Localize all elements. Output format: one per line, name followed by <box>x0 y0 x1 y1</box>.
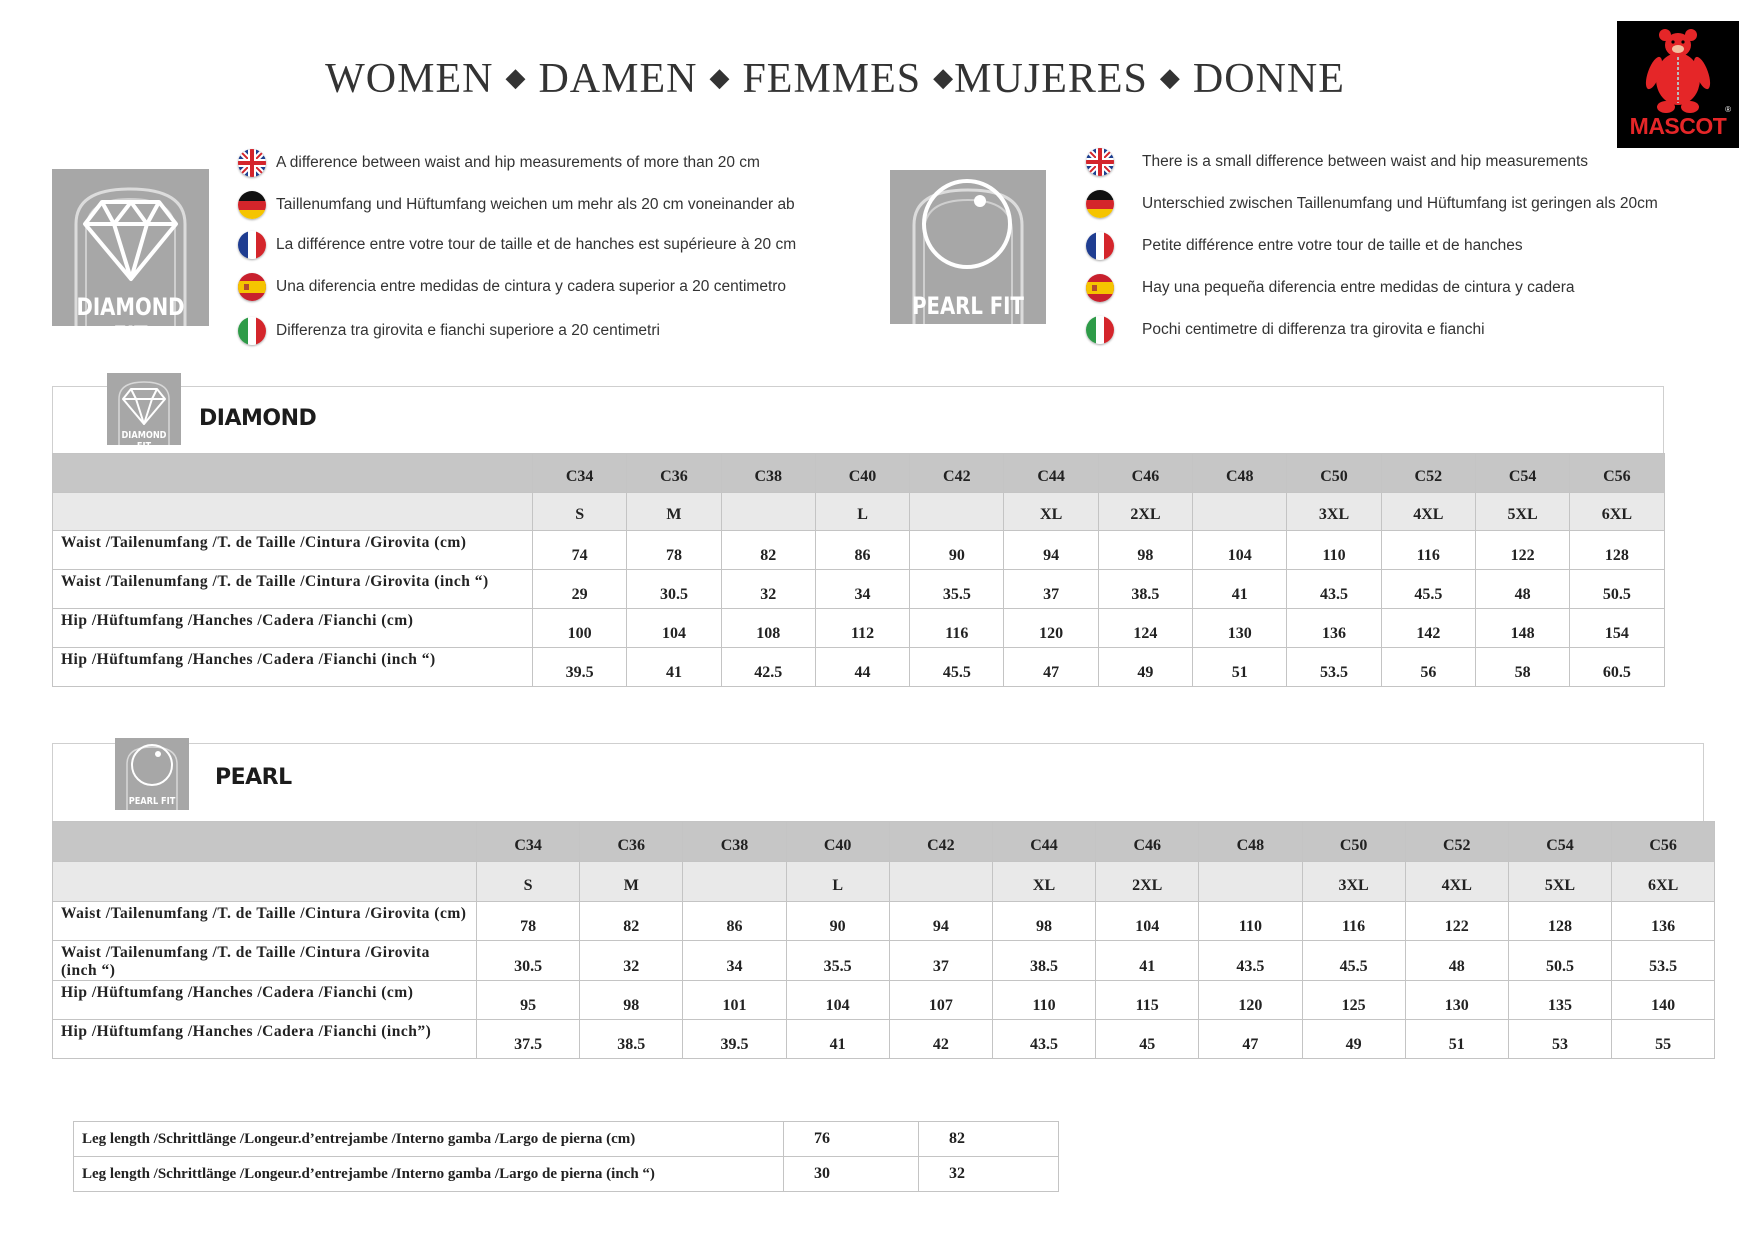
value-cell: 130 <box>1405 981 1508 1020</box>
description-row <box>238 146 796 180</box>
pearl-size-table <box>52 821 1715 1059</box>
value-cell: 58 <box>1475 648 1569 687</box>
value-cell: 41 <box>1193 570 1287 609</box>
value-cell: 39.5 <box>533 648 627 687</box>
value-cell: 148 <box>1475 609 1569 648</box>
size-code: C46 <box>1098 454 1192 493</box>
value-cell: 116 <box>1302 902 1405 941</box>
value-cell: 55 <box>1612 1020 1715 1059</box>
table-row <box>74 1157 1059 1192</box>
title-part: DONNE <box>1192 56 1345 102</box>
value-cell: 35.5 <box>910 570 1004 609</box>
value-cell: 128 <box>1570 531 1664 570</box>
value-cell: 38.5 <box>992 941 1095 981</box>
description-text: Differenza tra girovita e fianchi superiore a 20 centimetri <box>276 322 660 339</box>
page-title <box>0 55 1670 103</box>
value-cell: 120 <box>1004 609 1098 648</box>
value-cell: 37.5 <box>477 1020 580 1059</box>
value-cell: 78 <box>627 531 721 570</box>
description-text: Hay una pequeña diferencia entre medidas de cintura y cadera <box>1142 279 1575 296</box>
size-letter <box>910 493 1004 531</box>
size-letter-row <box>53 862 1715 902</box>
size-letter: 3XL <box>1287 493 1381 531</box>
value-cell: 41 <box>1096 941 1199 981</box>
row-label: Waist /Tailenumfang /T. de Taille /Cintura /Girovita (inch “) <box>53 570 533 609</box>
blank-cell <box>53 862 477 902</box>
size-letter: L <box>815 493 909 531</box>
size-code-row <box>53 454 1665 493</box>
value-cell: 110 <box>1287 531 1381 570</box>
value-cell: 50.5 <box>1508 941 1611 981</box>
diamond-fit-badge <box>52 169 209 349</box>
size-code: C48 <box>1199 822 1302 862</box>
value-cell: 32 <box>580 941 683 981</box>
size-letter: 6XL <box>1612 862 1715 902</box>
value-cell: 82 <box>919 1122 1059 1157</box>
value-cell: 53.5 <box>1287 648 1381 687</box>
description-row <box>1086 187 1658 221</box>
logo-wordmark: MASCOT <box>1629 113 1727 139</box>
title-separator: ◆ <box>505 63 527 92</box>
value-cell: 45 <box>1096 1020 1199 1059</box>
title-part: MUJERES <box>954 56 1148 102</box>
value-cell: 122 <box>1475 531 1569 570</box>
value-cell: 56 <box>1381 648 1475 687</box>
value-cell: 122 <box>1405 902 1508 941</box>
it-flag-icon <box>1086 316 1114 344</box>
size-code: C38 <box>721 454 815 493</box>
size-letter <box>683 862 786 902</box>
description-text: There is a small difference between waist and hip measurements <box>1142 153 1588 170</box>
size-letter: 6XL <box>1570 493 1664 531</box>
pearl-fit-label: PEARL FIT <box>912 292 1024 320</box>
value-cell: 100 <box>533 609 627 648</box>
value-cell: 47 <box>1004 648 1098 687</box>
row-label: Leg length /Schrittlänge /Longeur.d’entrejambe /Interno gamba /Largo de pierna (inch “) <box>74 1157 784 1192</box>
value-cell: 74 <box>533 531 627 570</box>
pearl-section-title: PEARL <box>215 765 292 790</box>
table-row <box>53 570 1665 609</box>
value-cell: 90 <box>910 531 1004 570</box>
size-code: C44 <box>1004 454 1098 493</box>
pearl-fit-descriptions <box>1086 145 1658 347</box>
size-letter: S <box>477 862 580 902</box>
value-cell: 104 <box>627 609 721 648</box>
value-cell: 38.5 <box>580 1020 683 1059</box>
value-cell: 45.5 <box>1381 570 1475 609</box>
value-cell: 86 <box>683 902 786 941</box>
size-code: C52 <box>1405 822 1508 862</box>
leg-length-table <box>73 1121 1059 1192</box>
size-code: C40 <box>815 454 909 493</box>
value-cell: 43.5 <box>992 1020 1095 1059</box>
pearl-section-header <box>52 743 1704 823</box>
size-code: C50 <box>1302 822 1405 862</box>
value-cell: 104 <box>786 981 889 1020</box>
size-letter: L <box>786 862 889 902</box>
description-text: Una diferencia entre medidas de cintura y cadera superior a 20 centimetro <box>276 278 787 295</box>
value-cell: 39.5 <box>683 1020 786 1059</box>
value-cell: 154 <box>1570 609 1664 648</box>
value-cell: 34 <box>815 570 909 609</box>
value-cell: 104 <box>1193 531 1287 570</box>
value-cell: 95 <box>477 981 580 1020</box>
title-part: FEMMES <box>742 56 922 102</box>
title-part: WOMEN <box>325 56 494 102</box>
size-code: C40 <box>786 822 889 862</box>
size-code: C42 <box>910 454 1004 493</box>
value-cell: 112 <box>815 609 909 648</box>
size-code: C56 <box>1612 822 1715 862</box>
description-text: Pochi centimetre di differenza tra girovita e fianchi <box>1142 321 1485 338</box>
size-letter: XL <box>1004 493 1098 531</box>
value-cell: 32 <box>721 570 815 609</box>
value-cell: 98 <box>1098 531 1192 570</box>
row-label: Leg length /Schrittlänge /Longeur.d’entrejambe /Interno gamba /Largo de pierna (cm) <box>74 1122 784 1157</box>
diamond-fit-descriptions <box>238 146 796 348</box>
value-cell: 48 <box>1475 570 1569 609</box>
value-cell: 45.5 <box>1302 941 1405 981</box>
value-cell: 42.5 <box>721 648 815 687</box>
value-cell: 30 <box>784 1157 919 1192</box>
value-cell: 82 <box>721 531 815 570</box>
value-cell: 29 <box>533 570 627 609</box>
value-cell: 128 <box>1508 902 1611 941</box>
fr-flag-icon <box>238 231 266 259</box>
table-row <box>53 902 1715 941</box>
pearl-section-icon <box>115 738 189 810</box>
size-code: C38 <box>683 822 786 862</box>
row-label: Waist /Tailenumfang /T. de Taille /Cintura /Girovita (cm) <box>53 902 477 941</box>
value-cell: 32 <box>919 1157 1059 1192</box>
table-row <box>53 941 1715 981</box>
value-cell: 120 <box>1199 981 1302 1020</box>
value-cell: 30.5 <box>477 941 580 981</box>
value-cell: 51 <box>1405 1020 1508 1059</box>
value-cell: 49 <box>1098 648 1192 687</box>
size-code: C44 <box>992 822 1095 862</box>
value-cell: 90 <box>786 902 889 941</box>
row-label: Hip /Hüftumfang /Hanches /Cadera /Fianchi (inch”) <box>53 1020 477 1059</box>
value-cell: 140 <box>1612 981 1715 1020</box>
value-cell: 94 <box>889 902 992 941</box>
value-cell: 98 <box>992 902 1095 941</box>
description-text: Unterschied zwischen Taillenumfang und Hüftumfang ist geringen als 20cm <box>1142 195 1658 212</box>
diamond-size-table <box>52 453 1665 687</box>
size-letter <box>889 862 992 902</box>
value-cell: 101 <box>683 981 786 1020</box>
size-code: C36 <box>580 822 683 862</box>
size-code: C52 <box>1381 454 1475 493</box>
title-separator: ◆ <box>933 63 955 92</box>
value-cell: 110 <box>1199 902 1302 941</box>
description-row <box>238 228 796 262</box>
table-row <box>53 981 1715 1020</box>
title-separator: ◆ <box>709 63 731 92</box>
row-label: Hip /Hüftumfang /Hanches /Cadera /Fianchi (cm) <box>53 609 533 648</box>
value-cell: 104 <box>1096 902 1199 941</box>
value-cell: 135 <box>1508 981 1611 1020</box>
value-cell: 98 <box>580 981 683 1020</box>
table-row <box>53 609 1665 648</box>
value-cell: 78 <box>477 902 580 941</box>
value-cell: 115 <box>1096 981 1199 1020</box>
size-letter: 4XL <box>1405 862 1508 902</box>
description-row <box>1086 145 1658 179</box>
row-label: Waist /Tailenumfang /T. de Taille /Cintura /Girovita (cm) <box>53 531 533 570</box>
table-row <box>53 1020 1715 1059</box>
size-code: C36 <box>627 454 721 493</box>
row-label: Waist /Tailenumfang /T. de Taille /Cintura /Girovita (inch “) <box>53 941 477 981</box>
value-cell: 125 <box>1302 981 1405 1020</box>
value-cell: 136 <box>1612 902 1715 941</box>
size-letter <box>721 493 815 531</box>
value-cell: 41 <box>786 1020 889 1059</box>
mascot-logo <box>1617 21 1739 148</box>
size-letter <box>1193 493 1287 531</box>
description-text: A difference between waist and hip measurements of more than 20 cm <box>276 154 760 171</box>
description-row <box>1086 271 1658 305</box>
uk-flag-icon <box>238 149 266 177</box>
value-cell: 124 <box>1098 609 1192 648</box>
size-letter: M <box>580 862 683 902</box>
value-cell: 44 <box>815 648 909 687</box>
size-code: C42 <box>889 822 992 862</box>
value-cell: 76 <box>784 1122 919 1157</box>
size-code: C50 <box>1287 454 1381 493</box>
value-cell: 41 <box>627 648 721 687</box>
value-cell: 142 <box>1381 609 1475 648</box>
value-cell: 53.5 <box>1612 941 1715 981</box>
value-cell: 130 <box>1193 609 1287 648</box>
blank-cell <box>53 454 533 493</box>
diamond-section-icon <box>107 373 181 452</box>
value-cell: 37 <box>1004 570 1098 609</box>
value-cell: 42 <box>889 1020 992 1059</box>
size-letter: 2XL <box>1098 493 1192 531</box>
value-cell: 43.5 <box>1287 570 1381 609</box>
value-cell: 86 <box>815 531 909 570</box>
size-code: C48 <box>1193 454 1287 493</box>
description-row <box>238 314 796 348</box>
size-letter-row <box>53 493 1665 531</box>
size-letter: 5XL <box>1475 493 1569 531</box>
size-letter: 5XL <box>1508 862 1611 902</box>
value-cell: 60.5 <box>1570 648 1664 687</box>
row-label: Hip /Hüftumfang /Hanches /Cadera /Fianchi (inch “) <box>53 648 533 687</box>
description-row <box>238 188 796 222</box>
it-flag-icon <box>238 317 266 345</box>
value-cell: 38.5 <box>1098 570 1192 609</box>
value-cell: 30.5 <box>627 570 721 609</box>
size-code: C34 <box>477 822 580 862</box>
value-cell: 45.5 <box>910 648 1004 687</box>
value-cell: 107 <box>889 981 992 1020</box>
size-letter: 4XL <box>1381 493 1475 531</box>
blank-cell <box>53 822 477 862</box>
size-code: C54 <box>1508 822 1611 862</box>
size-letter: M <box>627 493 721 531</box>
size-letter: XL <box>992 862 1095 902</box>
value-cell: 116 <box>1381 531 1475 570</box>
es-flag-icon <box>1086 274 1114 302</box>
de-flag-icon <box>1086 190 1114 218</box>
description-row <box>1086 313 1658 347</box>
size-letter <box>1199 862 1302 902</box>
value-cell: 49 <box>1302 1020 1405 1059</box>
diamond-section-title: DIAMOND <box>199 406 317 431</box>
table-row <box>74 1122 1059 1157</box>
size-code: C54 <box>1475 454 1569 493</box>
diamond-section-icon-label: DIAMOND FIT <box>121 430 167 452</box>
value-cell: 53 <box>1508 1020 1611 1059</box>
table-row <box>53 648 1665 687</box>
blank-cell <box>53 493 533 531</box>
table-row <box>53 531 1665 570</box>
size-letter: S <box>533 493 627 531</box>
size-code-row <box>53 822 1715 862</box>
value-cell: 35.5 <box>786 941 889 981</box>
de-flag-icon <box>238 191 266 219</box>
description-text: Taillenumfang und Hüftumfang weichen um mehr als 20 cm voneinander ab <box>276 196 795 213</box>
value-cell: 47 <box>1199 1020 1302 1059</box>
size-code: C56 <box>1570 454 1664 493</box>
size-code: C34 <box>533 454 627 493</box>
value-cell: 50.5 <box>1570 570 1664 609</box>
title-part: DAMEN <box>538 56 698 102</box>
row-label: Hip /Hüftumfang /Hanches /Cadera /Fianchi (cm) <box>53 981 477 1020</box>
title-separator: ◆ <box>1159 63 1181 92</box>
pearl-section-icon-label: PEARL FIT <box>128 796 176 807</box>
bear-mascot-icon <box>1617 21 1739 121</box>
description-row <box>1086 229 1658 263</box>
value-cell: 51 <box>1193 648 1287 687</box>
size-code: C46 <box>1096 822 1199 862</box>
value-cell: 82 <box>580 902 683 941</box>
pearl-fit-badge <box>890 170 1046 324</box>
description-row <box>238 270 796 304</box>
value-cell: 94 <box>1004 531 1098 570</box>
description-text: La différence entre votre tour de taille et de hanches est supérieure à 20 cm <box>276 236 797 253</box>
diamond-fit-label: DIAMOND FIT <box>76 293 185 349</box>
description-text: Petite différence entre votre tour de taille et de hanches <box>1142 237 1523 254</box>
registered-mark: ® <box>1725 105 1731 114</box>
value-cell: 136 <box>1287 609 1381 648</box>
es-flag-icon <box>238 273 266 301</box>
fr-flag-icon <box>1086 232 1114 260</box>
value-cell: 110 <box>992 981 1095 1020</box>
value-cell: 37 <box>889 941 992 981</box>
size-letter: 2XL <box>1096 862 1199 902</box>
value-cell: 108 <box>721 609 815 648</box>
value-cell: 43.5 <box>1199 941 1302 981</box>
value-cell: 34 <box>683 941 786 981</box>
value-cell: 116 <box>910 609 1004 648</box>
value-cell: 48 <box>1405 941 1508 981</box>
size-letter: 3XL <box>1302 862 1405 902</box>
uk-flag-icon <box>1086 148 1114 176</box>
